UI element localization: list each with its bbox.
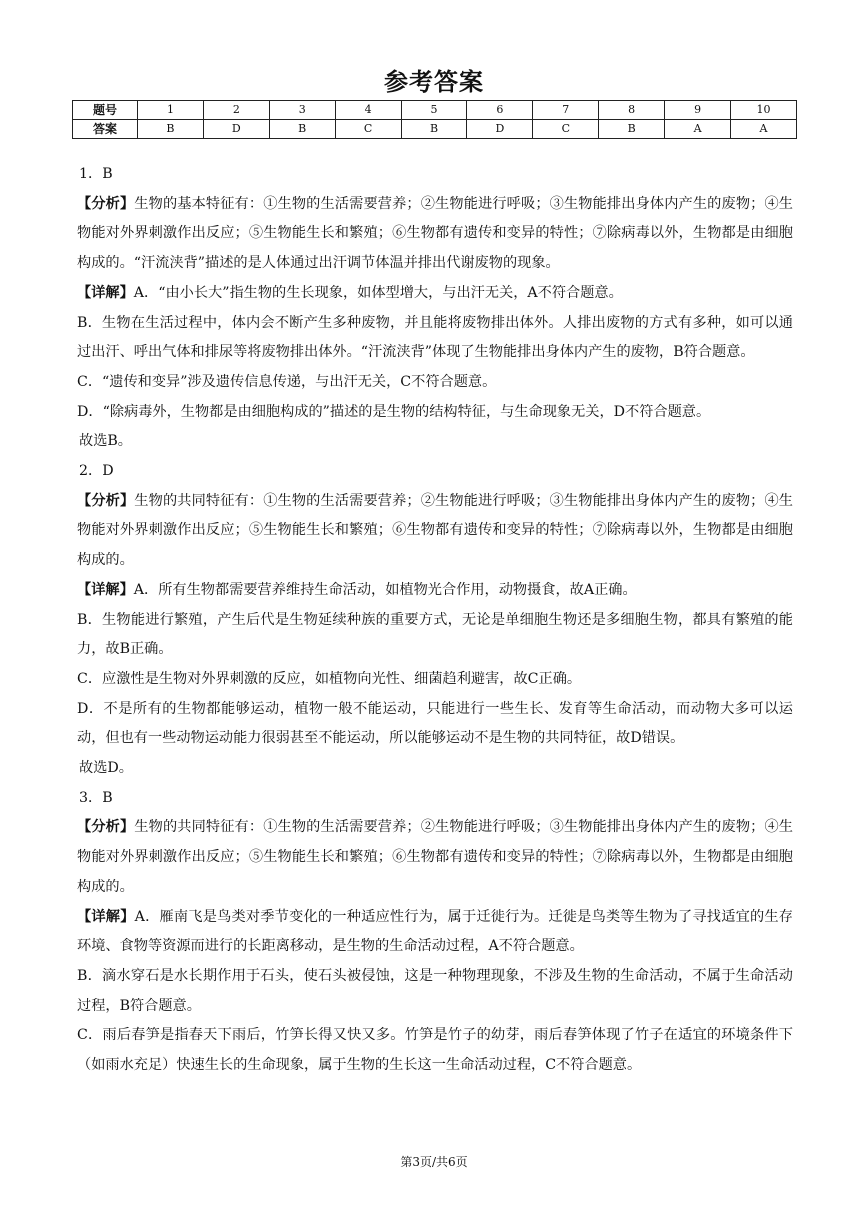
- question-number-header: 题号: [73, 101, 138, 120]
- question-1-option-d: D．“除病毒外，生物都是由细胞构成的”描述的是生物的结构特征，与生命现象无关，D不符合题意。: [77, 403, 711, 420]
- question-3-option-b: B．滴水穿石是水长期作用于石头，使石头被侵蚀，这是一种物理现象，不涉及生物的生命活动，不属于生命活动过程，B符合题意。: [77, 967, 793, 1014]
- answer-cell: B: [138, 120, 204, 139]
- detail-tag: 【详解】: [77, 581, 134, 598]
- question-number-cell: 6: [467, 101, 533, 120]
- analysis-text: 生物的基本特征有：①生物的生活需要营养；②生物能进行呼吸；③生物能排出身体内产生的废物；④生物能对外界刺激作出反应；⑤生物能生长和繁殖；⑥生物都有遗传和变异的特性；⑦除病毒以外，生物都是由细胞构成的。“汗流浃背”描述的是人体通过出汗调节体温并排出代谢废物的现象。: [77, 195, 793, 272]
- detail-tag: 【详解】: [77, 908, 135, 925]
- analysis-tag: 【分析】: [77, 819, 135, 836]
- question-3-answer: 3．B: [79, 789, 113, 806]
- question-number-cell: 4: [335, 101, 401, 120]
- question-number-cell: 8: [599, 101, 665, 120]
- answer-cell: B: [599, 120, 665, 139]
- answer-cell: C: [533, 120, 599, 139]
- analysis-text: 生物的共同特征有：①生物的生活需要营养；②生物能进行呼吸；③生物能排出身体内产生的废物；④生物能对外界刺激作出反应；⑤生物能生长和繁殖；⑥生物都有遗传和变异的特性；⑦除病毒以外，生物都是由细胞构成的。: [77, 492, 793, 569]
- question-1-option-c: C．“遗传和变异”涉及遗传信息传递，与出汗无关，C不符合题意。: [77, 373, 497, 390]
- question-3-option-c: C．雨后春笋是指春天下雨后，竹笋长得又快又多。竹笋是竹子的幼芽，雨后春笋体现了竹子在适宜的环境条件下（如雨水充足）快速生长的生命现象，属于生物的生长这一生命活动过程，C不符合题意。: [77, 1027, 793, 1074]
- question-number-cell: 1: [138, 101, 204, 120]
- page-title: 参考答案: [384, 68, 484, 96]
- answer-cell: D: [203, 120, 269, 139]
- question-2-conclusion: 故选D。: [79, 760, 133, 777]
- question-2-option-d: D．不是所有的生物都能够运动，植物一般不能运动，只能进行一些生长、发育等生命活动，而动物大多可以运动，但也有一些动物运动能力很弱甚至不能运动，所以能够运动不是生物的共同特征，故D错误。: [77, 700, 793, 747]
- question-number-cell: 7: [533, 101, 599, 120]
- question-2-option-c: C．应激性是生物对外界刺激的反应，如植物向光性、细菌趋利避害，故C正确。: [77, 670, 582, 687]
- analysis-text: 生物的共同特征有：①生物的生活需要营养；②生物能进行呼吸；③生物能排出身体内产生的废物；④生物能对外界刺激作出反应；⑤生物能生长和繁殖；⑥生物都有遗传和变异的特性；⑦除病毒以外，生物都是由细胞构成的。: [77, 819, 793, 895]
- detail-tag: 【详解】: [77, 284, 134, 301]
- answer-table: [72, 100, 797, 139]
- question-number-cell: 10: [731, 101, 797, 120]
- page-footer: 第3页/共6页: [400, 1155, 468, 1169]
- question-2-analysis: [77, 487, 793, 576]
- answer-cell: B: [401, 120, 467, 139]
- question-1-conclusion: 故选B。: [79, 433, 132, 450]
- question-1-analysis: [77, 190, 793, 279]
- analysis-tag: 【分析】: [77, 492, 135, 509]
- answer-explanations: [77, 160, 793, 1081]
- answer-cell: A: [665, 120, 731, 139]
- question-1-answer: 1．B: [79, 166, 113, 182]
- question-2-option-b: B．生物能进行繁殖，产生后代是生物延续种族的重要方式，无论是单细胞生物还是多细胞生物，都具有繁殖的能力，故B正确。: [77, 611, 793, 658]
- question-number-cell: 5: [401, 101, 467, 120]
- option-text: A．“由小长大”指生物的生长现象，如体型增大，与出汗无关，A不符合题意。: [133, 284, 623, 301]
- analysis-tag: 【分析】: [77, 195, 135, 212]
- answer-cell: C: [335, 120, 401, 139]
- option-text: A．所有生物都需要营养维持生命活动，如植物光合作用，动物摄食，故A正确。: [133, 581, 637, 598]
- question-2-answer: 2．D: [79, 463, 114, 480]
- question-2-option-a: [77, 576, 793, 606]
- question-1-option-a: [77, 279, 793, 309]
- question-1-option-b: B．生物在生活过程中，体内会不断产生多种废物，并且能将废物排出体外。人排出废物的方式有多种，如可以通过出汗、呼出气体和排尿等将废物排出体外。“汗流浃背”体现了生物能排出身体内产生的废物，B符合题意。: [77, 314, 793, 361]
- question-number-cell: 9: [665, 101, 731, 120]
- answer-header: 答案: [73, 120, 138, 139]
- question-3-option-a: [77, 903, 793, 962]
- question-number-cell: 2: [203, 101, 269, 120]
- answer-cell: B: [269, 120, 335, 139]
- answer-cell: A: [731, 120, 797, 139]
- question-3-analysis: [77, 813, 793, 902]
- answer-cell: D: [467, 120, 533, 139]
- option-text: A．雁南飞是鸟类对季节变化的一种适应性行为，属于迁徙行为。迁徙是鸟类等生物为了寻找适宜的生存环境、食物等资源而进行的长距离移动，是生物的生命活动过程，A不符合题意。: [77, 908, 793, 955]
- answer-row: [73, 120, 797, 139]
- question-number-row: [73, 101, 797, 120]
- question-number-cell: 3: [269, 101, 335, 120]
